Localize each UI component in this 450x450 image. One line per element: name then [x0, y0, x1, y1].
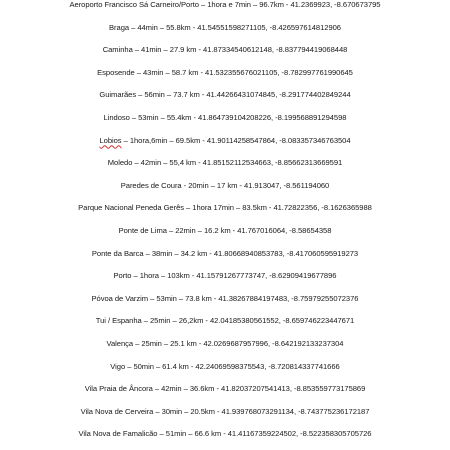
place-name: Paredes de Coura [120, 180, 182, 190]
destination-line [0, 362, 450, 372]
destination-details: – 22min – 16.2 km - 41.767016064, -8.58654358 [166, 226, 332, 235]
destination-line [0, 226, 450, 236]
destination-line [0, 136, 450, 146]
destination-details: – 1hora 17min – 83.5km - 41.72822356, -8.1626365988 [184, 203, 372, 213]
place-name-misspelled: Lobios [99, 135, 122, 145]
destination-line [0, 23, 450, 33]
destination-details: – 30min – 20.5km - 41.939768073291134, -8.743775236172187 [153, 406, 370, 416]
destination-line [0, 407, 450, 417]
place-name: Porto [113, 271, 132, 281]
destination-line [0, 0, 450, 10]
destination-details: – 51min – 66.6 km - 41.41167359224502, -8.522358305705726 [157, 429, 372, 439]
destination-details: – 38min – 34.2 km - 41.80668940853783, -8.417060595919273 [143, 248, 359, 258]
destination-line [0, 90, 450, 100]
place-name: Valença [106, 339, 134, 348]
destination-details: – 41min – 27.9 km - 41.87334540612148, -8.837794419068448 [132, 45, 348, 55]
place-name: Esposende [97, 67, 135, 77]
place-name: Braga [109, 22, 130, 32]
place-name: Vila Nova de Cerveira [80, 406, 154, 416]
place-name: Ponte de Lima [118, 226, 167, 235]
destination-details: – 42min – 36.6km - 41.82037207541413, -8.853559773175869 [152, 384, 366, 394]
destination-details: – 1hora – 103km - 41.15791267773747, -8.62909419677896 [131, 271, 337, 281]
destination-details: – 53min – 73.8 km - 41.38267884197483, -8.75979255072376 [148, 293, 359, 303]
place-name: Moledo [107, 158, 133, 168]
destination-details: - 20min – 17 km - 41.913047, -8.561194060 [181, 180, 330, 190]
destination-details: – 1hora,6min – 69.5km - 41.90114258547864, -8.083357346763504 [121, 135, 351, 145]
place-name: Caminha [102, 45, 133, 55]
destination-details: – 42min – 55,4 km - 41.85152112534663, -8.85662313669591 [132, 158, 343, 168]
destination-line [0, 203, 450, 213]
destination-details: – 25min – 26,2km - 42.04185380561552, -8.659746223447671 [141, 316, 355, 326]
destination-line [0, 181, 450, 191]
destination-details: – 44min – 55.8km - 41.54551598271105, -8.426597614812906 [129, 22, 341, 32]
place-name: Vila Nova de Famalicão [78, 429, 158, 439]
place-name: Vigo [110, 361, 126, 371]
destination-details: – 43min – 58.7 km - 41.532355676021105, -8.782997761990645 [134, 67, 353, 77]
destination-details: – 1hora e 7min – 96.7km - 41.2369923, -8.670673795 [198, 0, 381, 9]
destination-line [0, 45, 450, 55]
destination-line [0, 384, 450, 394]
destination-details: – 50min – 61.4 km - 42.24069598375543, -8.720814337741666 [125, 361, 340, 371]
destination-line [0, 339, 450, 349]
destination-line [0, 249, 450, 259]
place-name: Lindoso [103, 113, 130, 122]
destination-details: – 53min – 55.4km - 41.864739104208226, -8.199568891294598 [129, 113, 347, 122]
destination-line [0, 158, 450, 168]
destination-line [0, 113, 450, 123]
place-name: Aeroporto Francisco Sá Carneiro/Porto [69, 0, 199, 9]
destination-details: – 25min – 25.1 km - 42.0269687957996, -8.642192133237304 [133, 339, 344, 348]
destination-details: – 56min – 73.7 km - 41.44266431074845, -8.291774402849244 [136, 90, 351, 100]
place-name: Vila Praia de Âncora [84, 384, 153, 394]
destination-line [0, 271, 450, 281]
destination-line [0, 429, 450, 439]
place-name: Póvoa de Varzim [91, 293, 149, 303]
destination-line [0, 316, 450, 326]
place-name: Guimarães [99, 90, 137, 100]
place-name: Tui / Espanha [95, 316, 142, 326]
place-name: Ponte da Barca [91, 248, 144, 258]
destination-line [0, 294, 450, 304]
destination-line [0, 68, 450, 78]
place-name: Parque Nacional Peneda Gerês [78, 203, 184, 213]
